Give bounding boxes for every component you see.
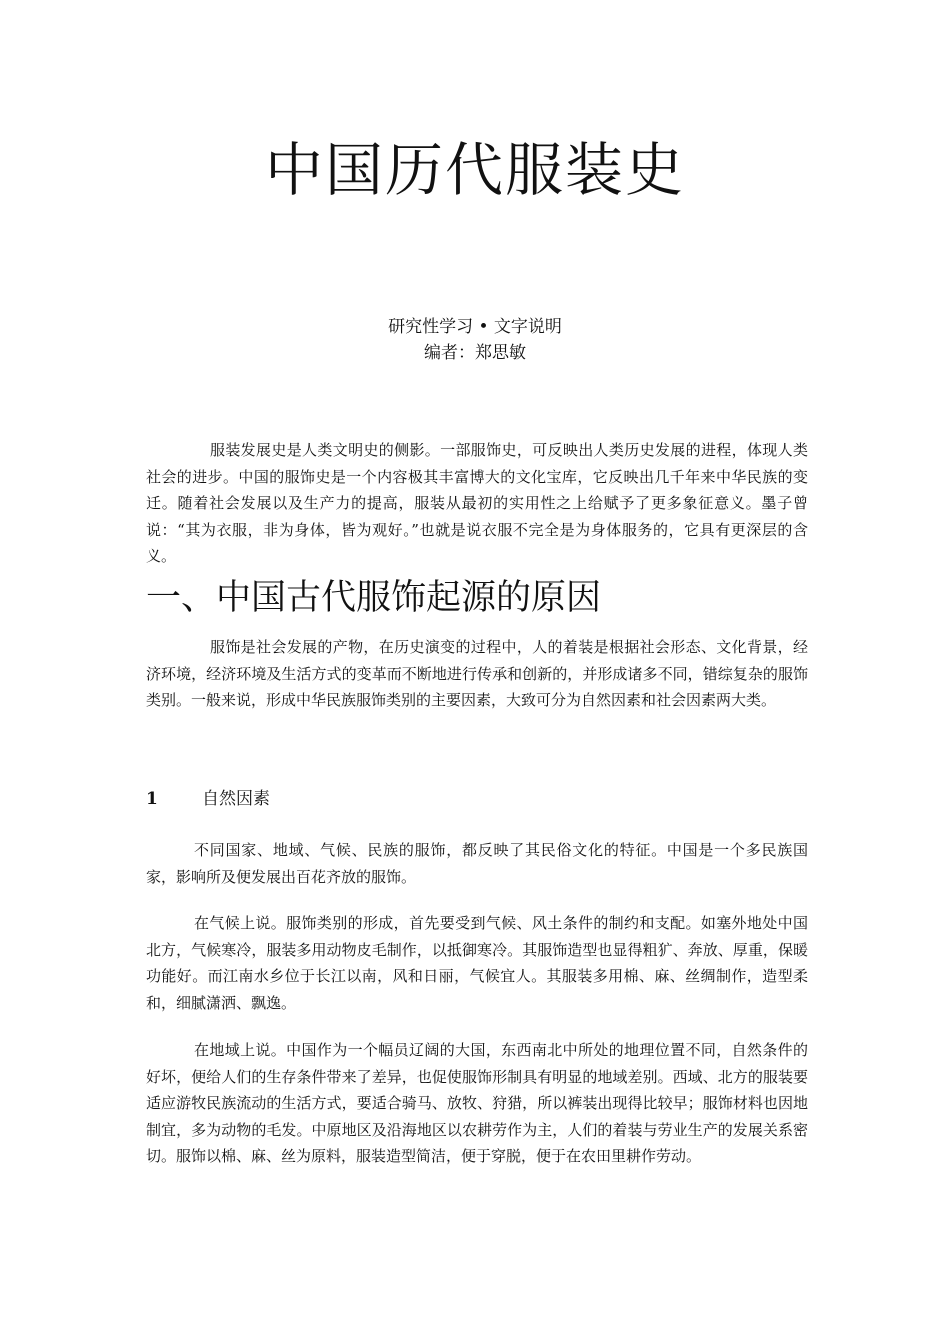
intro-paragraph: 服装发展史是人类文明史的侧影。一部服饰史，可反映出人类历史发展的进程，体现人类社会的进步。中国的服饰史是一个内容极其丰富博大的文化宝库，它反映出几千年来中华民族的变迁。随着社会发展以及生产力的提高，服装从最初的实用性之上给赋予了更多象征意义。墨子曾说：“其为衣服，非为身体，皆为观好。”也就是说衣服不完全是为身体服务的，它具有更深层的含义。 bbox=[146, 441, 808, 565]
section-heading: 一、中国古代服饰起源的原因 bbox=[146, 578, 602, 618]
body-paragraph: 在地域上说。中国作为一个幅员辽阔的大国，东西南北中所处的地理位置不同，自然条件的好坏，便给人们的生存条件带来了差异，也促使服饰形制具有明显的地域差别。西域、北方的服装要适应游牧民族流动的生活方式，要适合骑马、放牧、狩猎，所以裤装出现得比较早；服饰材料也因地制宜，多为动物的毛发。中原地区及沿海地区以农耕劳作为主，人们的着装与劳业生产的发展关系密切。服饰以棉、麻、丝为原料，服装造型简洁，便于穿脱，便于在农田里耕作劳动。 bbox=[146, 1041, 808, 1165]
body-paragraph: 在气候上说。服饰类别的形成，首先要受到气候、风土条件的制约和支配。如塞外地处中国北方，气候寒冷，服装多用动物皮毛制作，以抵御寒冷。其服饰造型也显得粗犷、奔放、厚重，保暖功能好。而江南水乡位于长江以南，风和日丽，气候宜人。其服装多用棉、麻、丝绸制作，造型柔和，细腻潇洒、飘逸。 bbox=[146, 914, 808, 1012]
subsection-number: 1 bbox=[146, 789, 158, 809]
section-paragraph: 服饰是社会发展的产物，在历史演变的过程中，人的着装是根据社会形态、文化背景，经济环境，经济环境及生活方式的变革而不断地进行传承和创新的，并形成诸多不同，错综复杂的服饰类别。一般来说，形成中华民族服饰类别的主要因素，大致可分为自然因素和社会因素两大类。 bbox=[146, 638, 808, 709]
subsection-heading bbox=[146, 786, 270, 812]
document-subtitle: 研究性学习 • 文字说明 bbox=[388, 317, 562, 337]
body-paragraph: 不同国家、地域、气候、民族的服饰，都反映了其民俗文化的特征。中国是一个多民族国家，影响所及便发展出百花齐放的服饰。 bbox=[146, 841, 808, 886]
document-author: 编者：郑思敏 bbox=[424, 343, 526, 363]
document-title: 中国历代服装史 bbox=[264, 136, 685, 204]
subsection-label: 自然因素 bbox=[202, 789, 270, 809]
